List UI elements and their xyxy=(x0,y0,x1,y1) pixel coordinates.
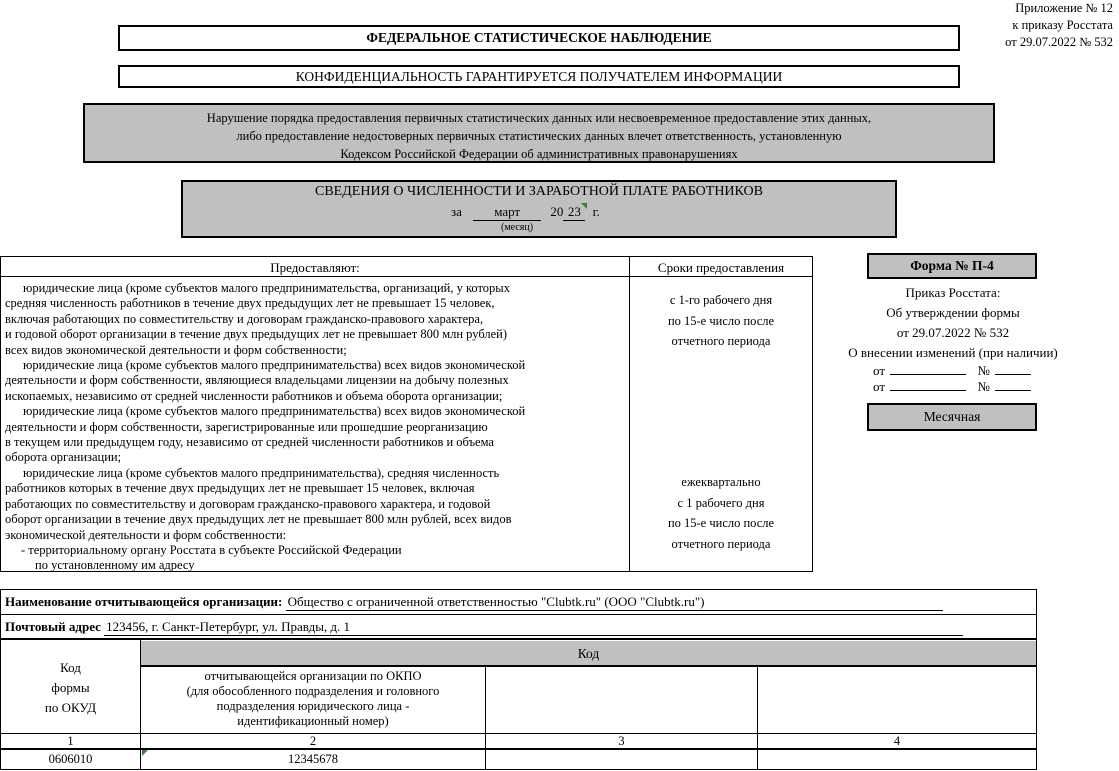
organization-address-row xyxy=(5,619,963,636)
changes-no-label-1: № xyxy=(977,363,990,378)
deadline-2-line-4: отчетного периода xyxy=(671,536,771,551)
changes-row-2 xyxy=(873,376,1031,395)
period-for-label: за xyxy=(451,204,462,219)
approval-label: Об утверждении формы xyxy=(886,305,1020,320)
form-number: Форма № П-4 xyxy=(910,258,994,273)
changes-number-field-2[interactable] xyxy=(995,376,1031,391)
warning-line-1: Нарушение порядка предоставления первичных статистических данных или несвоевременное предоставление этих данных, xyxy=(206,111,872,125)
form-number-box xyxy=(867,253,1037,279)
providers-line: юридические лица (кроме субъектов малого предпринимательства), средняя численность xyxy=(23,465,500,480)
address-value[interactable]: 123456, г. Санкт-Петербург, ул. Правды, д. 1 xyxy=(104,619,963,636)
deadline-1-line-2: по 15-е число после xyxy=(667,313,775,328)
providers-line: деятельности и форм собственности, зарегистрированные или прошедшие реорганизацию xyxy=(5,419,488,434)
providers-line: деятельности и форм собственности, являющиеся владельцами лицензии на добычу полезных xyxy=(5,373,509,388)
okud-header xyxy=(1,658,140,718)
providers-line: юридические лица (кроме субъектов малого предпринимательства) всех видов экономической xyxy=(23,358,526,373)
year-label: г. xyxy=(592,204,600,219)
address-label: Почтовый адрес xyxy=(5,619,101,634)
okpo-header-line-1: отчитывающейся организации по ОКПО xyxy=(204,669,422,683)
changes-from-label-1: от xyxy=(873,363,886,378)
deadline-2-line-2: с 1 рабочего дня xyxy=(677,495,765,510)
month-caption: (месяц) xyxy=(501,222,534,233)
year-suffix: 23 xyxy=(567,204,581,219)
providers-line: включая работающих по совместительству и договорам гражданско-правового характера, xyxy=(5,311,484,326)
providers-line: экономической деятельности и форм собственности: xyxy=(5,527,287,542)
approval-date: от 29.07.2022 № 532 xyxy=(896,325,1010,340)
providers-line: ископаемых, независимо от средней численности работников и объема оборота организации; xyxy=(5,388,503,403)
providers-header: Предоставляют: xyxy=(1,257,630,277)
form-order-info xyxy=(828,283,1078,363)
providers-table xyxy=(0,256,813,572)
changes-no-label-2: № xyxy=(977,379,990,394)
periodicity-box xyxy=(867,403,1037,431)
survey-title-box xyxy=(118,25,960,51)
deadline-monthly xyxy=(630,290,812,352)
periodicity: Месячная xyxy=(923,409,981,424)
appendix-line-2: к приказу Росстата xyxy=(1012,18,1113,32)
col-number-1: 1 xyxy=(67,734,74,748)
report-title-box xyxy=(181,180,897,238)
code-header: Код xyxy=(141,641,1036,667)
appendix-line-1: Приложение № 12 xyxy=(1015,1,1113,15)
warning-line-3: Кодексом Российской Федерации об административных правонарушениях xyxy=(340,147,738,161)
appendix-note xyxy=(1005,0,1113,51)
changes-date-field-2[interactable] xyxy=(890,376,966,391)
report-title: СВЕДЕНИЯ О ЧИСЛЕННОСТИ И ЗАРАБОТНОЙ ПЛАТЕ РАБОТНИКОВ xyxy=(315,184,763,199)
okpo-header-line-3: подразделения юридического лица - xyxy=(216,699,410,713)
values-row-top-border xyxy=(1,748,1036,750)
providers-line: всех видов экономической деятельности и форм собственности; xyxy=(5,342,347,357)
appendix-line-3: от 29.07.2022 № 532 xyxy=(1005,35,1113,49)
okpo-header-line-4: идентификационный номер) xyxy=(237,714,389,728)
providers-line: оборот организации в течение двух предыдущих лет не превышает 800 млн рублей, всех видов xyxy=(5,512,512,527)
confidentiality-text: КОНФИДЕНЦИАЛЬНОСТЬ ГАРАНТИРУЕТСЯ ПОЛУЧАТЕЛЕМ ИНФОРМАЦИИ xyxy=(295,69,783,84)
deadline-1-line-3: отчетного периода xyxy=(671,334,771,348)
providers-line: в текущем или предыдущем году, независимо от средней численности работников и объема xyxy=(5,435,494,450)
month-field[interactable]: март xyxy=(473,204,541,221)
organization-name-label: Наименование отчитывающейся организации: xyxy=(5,594,283,609)
col-divider-2 xyxy=(485,667,486,769)
providers-line: и годовой оборот организации в течение двух предыдущих лет не превышает 800 млн рублей) xyxy=(5,327,508,342)
deadline-quarterly xyxy=(630,472,812,554)
providers-line: - территориальному органу Росстата в субъекте Российской Федерации xyxy=(21,542,402,557)
survey-title: ФЕДЕРАЛЬНОЕ СТАТИСТИЧЕСКОЕ НАБЛЮДЕНИЕ xyxy=(366,30,712,45)
order-label: Приказ Росстата: xyxy=(905,285,1001,300)
year-prefix: 20 xyxy=(550,204,564,219)
okud-code-value[interactable]: 0606010 xyxy=(48,752,93,766)
deadlines-header: Сроки предоставления xyxy=(630,257,812,277)
providers-text xyxy=(5,281,627,574)
changes-from-label-2: от xyxy=(873,379,886,394)
col-number-3: 3 xyxy=(618,734,625,748)
deadline-2-line-3: по 15-е число после xyxy=(667,516,775,530)
providers-line: средняя численность работников в течение двух предыдущих лет не превышает 15 человек, xyxy=(5,296,495,311)
okpo-header xyxy=(141,669,485,729)
changes-label: О внесении изменений (при наличии) xyxy=(848,345,1058,360)
providers-line: по установленному им адресу xyxy=(35,558,195,573)
providers-line: юридические лица (кроме субъектов малого предпринимательства) всех видов экономической xyxy=(23,404,526,419)
deadline-2-line-1: ежеквартально xyxy=(681,475,761,489)
year-field[interactable] xyxy=(563,204,585,221)
col-number-2: 2 xyxy=(309,734,317,748)
providers-line: работающих по совместительству и договорам гражданско-правового характера, и годовой xyxy=(5,496,491,511)
providers-line: оборота организации; xyxy=(5,450,122,465)
report-period xyxy=(451,204,600,221)
okpo-comment-marker xyxy=(142,750,148,756)
okpo-header-line-2: (для обособленного подразделения и головного xyxy=(186,684,440,698)
col-divider-3 xyxy=(757,667,758,769)
okud-header-line-1: Код xyxy=(60,660,81,675)
changes-number-field-1[interactable] xyxy=(995,360,1031,375)
organization-block xyxy=(0,589,1037,639)
deadline-1-line-1: с 1-го рабочего дня xyxy=(669,293,773,307)
organization-name-row xyxy=(5,594,943,611)
organization-divider xyxy=(1,614,1036,615)
okud-header-line-3: по ОКУД xyxy=(44,700,97,715)
legal-warning-box xyxy=(83,103,995,163)
confidentiality-box xyxy=(118,65,960,88)
col-number-4: 4 xyxy=(893,734,901,748)
okud-header-line-2: формы xyxy=(51,680,90,695)
warning-line-2: либо предоставление недостоверных первичных статистических данных влечет ответственность, установленную xyxy=(236,129,842,143)
organization-name-value[interactable]: Общество с ограниченной ответственностью "Clubtk.ru" (ООО "Clubtk.ru") xyxy=(286,594,943,611)
cell-comment-marker xyxy=(581,203,587,209)
providers-line: юридические лица (кроме субъектов малого предпринимательства, организаций, у которых xyxy=(23,281,510,295)
changes-date-field-1[interactable] xyxy=(890,360,966,375)
providers-line: работников которых в течение двух предыдущих лет не превышает 15 человек, включая xyxy=(5,481,475,496)
okpo-code-value[interactable]: 12345678 xyxy=(288,752,338,766)
codes-table xyxy=(0,639,1037,770)
